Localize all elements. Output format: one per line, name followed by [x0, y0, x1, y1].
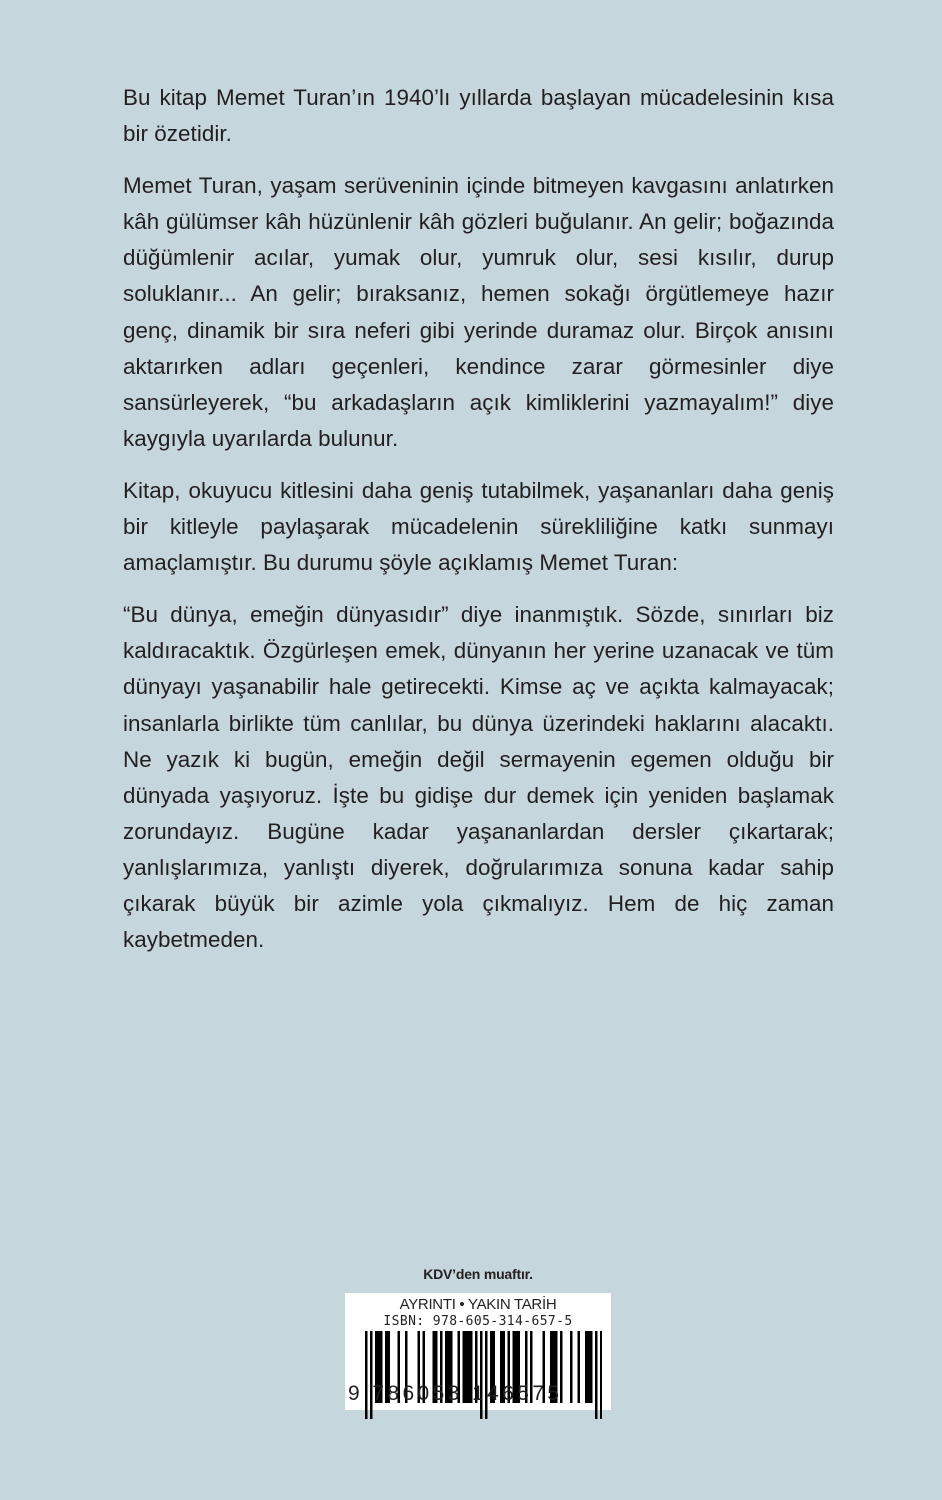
barcode-digits: 9 786053 146575 — [348, 1382, 563, 1405]
blurb-paragraph-memories: Memet Turan, yaşam serüveninin içinde bitmeyen kavgasını anlatırken kâh gülümser kâh hüzünlenir kâh gözleri buğulanır. An gelir; boğazında düğümlenir acılar, yumak olur, yumruk olur, sesi kısılır, durup soluklanır... An gelir; bıraksanız, hemen sokağı örgütlemeye hazır genç, dinamik bir sıra neferi gibi yerinde duramaz olur. Birçok anısını aktarırken adları geçenleri, kendince zarar görmesinler diye sansürleyerek, “bu arkadaşların açık kimliklerini yazmayalım!” diye kaygıyla uyarılarda bulunur. — [123, 173, 834, 451]
blurb-paragraph-intro: Bu kitap Memet Turan’ın 1940’lı yıllarda başlayan mücadelesinin kısa bir özetidir. — [123, 85, 834, 147]
blurb-paragraph-quote: “Bu dünya, emeğin dünyasıdır” diye inanmıştık. Sözde, sınırları biz kaldıracaktık. Özgürleşen emek, dünyanın her yerine uzanacak ve tüm dünyayı yaşanabilir hale getirecekti. Kimse aç ve açıkta kalmayacak; insanlarla birlikte tüm canlılar, bu dünya üzerindeki haklarını alacaktı. Ne yazık ki bugün, emeğin değil sermayenin egemen olduğu bir dünyada yaşıyoruz. İşte bu gidişe dur demek için yeniden başlamak zorundayız. Bugüne kadar yaşananlardan dersler çıkartarak; yanlışlarımıza, yanlıştı diyerek, doğrularımıza sonuna kadar sahip çıkarak büyük bir azimle yola çıkmalıyız. Hem de hiç zaman kaybetmeden. — [123, 602, 834, 953]
publisher-series-label: AYRINTI • YAKIN TARİH — [399, 1296, 557, 1313]
blurb-text-block — [123, 80, 834, 974]
isbn-label: ISBN: 978-605-314-657-5 — [383, 1314, 573, 1329]
tax-exempt-note: KDV’den muaftır. — [423, 1266, 533, 1282]
blurb-paragraph-purpose: Kitap, okuyucu kitlesini daha geniş tutabilmek, yaşananları daha geniş bir kitleyle paylaşarak mücadelenin sürekliliğine katkı sunmayı amaçlamıştır. Bu durumu şöyle açıklamış Memet Turan: — [123, 477, 834, 576]
barcode-label — [345, 1293, 611, 1410]
